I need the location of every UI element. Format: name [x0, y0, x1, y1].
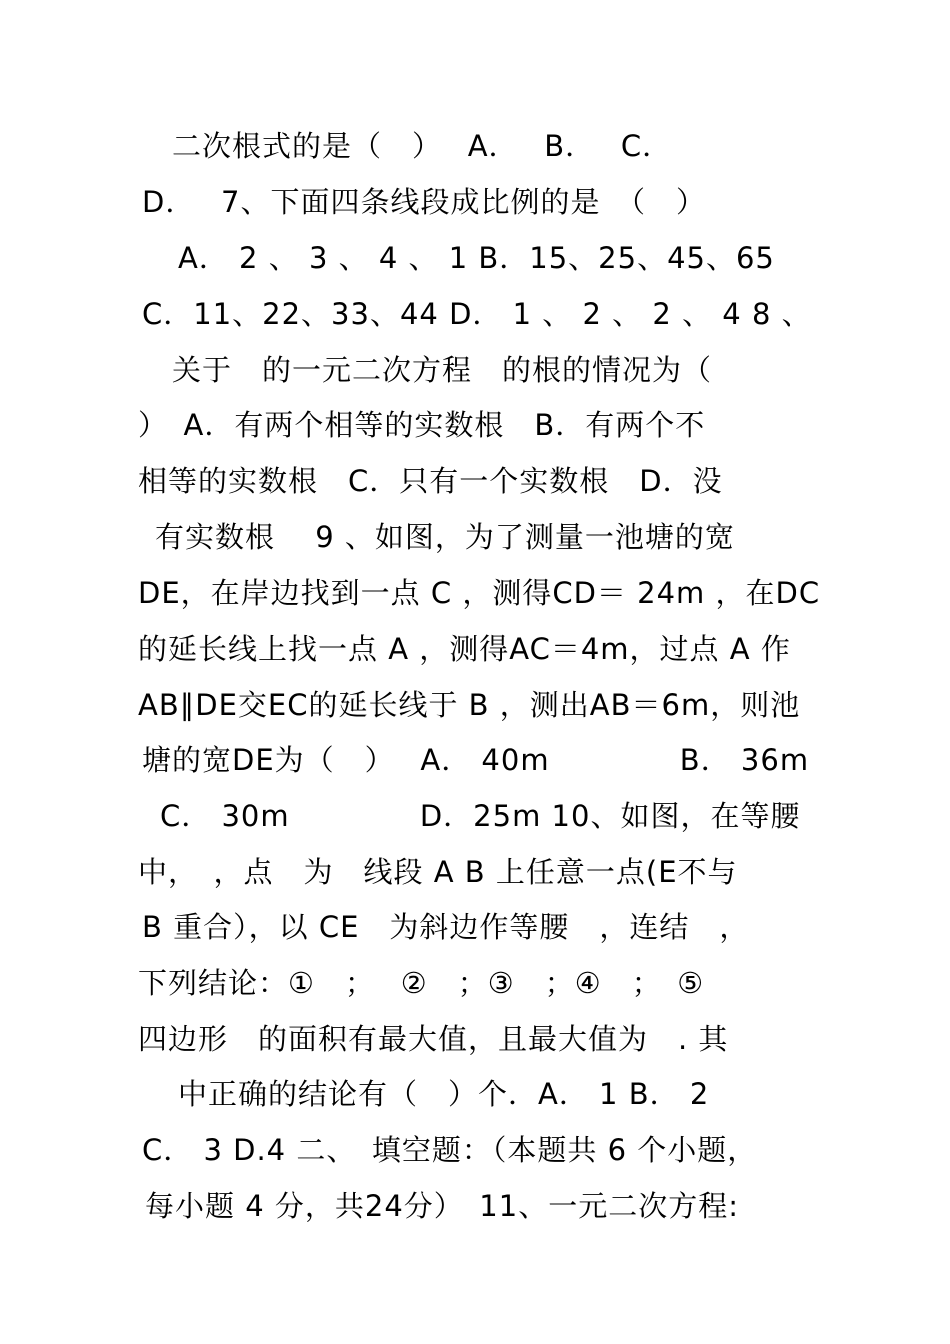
text-line-18: 中正确的结论有（ ）个．A． 1 B． 2: [178, 1077, 710, 1111]
text-line-15: B 重合），以 CE 为斜边作等腰 ，连结 ，: [142, 910, 750, 944]
text-line-10: 的延长线上找一点 A ，测得AC＝4m，过点 A 作: [138, 632, 791, 666]
text-line-14: 中， ，点 为 线段 A B 上任意一点(E不与: [138, 855, 738, 889]
text-line-13: C． 30m D．25m 10、如图，在等腰: [160, 799, 801, 833]
text-line-5: 关于 的一元二次方程 的根的情况为（: [172, 353, 713, 387]
text-line-4: C．11、22、33、44 D． 1 、 2 、 2 、 4 8 、: [142, 297, 812, 331]
text-line-17: 四边形 的面积有最大值，且最大值为 . 其: [138, 1022, 729, 1056]
text-line-8: 有实数根 9 、如图，为了测量一池塘的宽: [155, 520, 735, 554]
text-line-6: ） A．有两个相等的实数根 B．有两个不: [138, 408, 706, 442]
text-line-20: 每小题 4 分，共24分） 11、一元二次方程:: [145, 1189, 739, 1223]
text-line-1: 二次根式的是（ ） A． B． C．: [172, 129, 673, 163]
text-line-9: DE，在岸边找到一点 C ，测得CD＝ 24m ，在DC: [138, 576, 821, 610]
text-line-19: C． 3 D.4 二、 填空题：（本题共 6 个小题，: [142, 1133, 758, 1167]
text-line-12: 塘的宽DE为（ ） A． 40m B． 36m: [142, 743, 810, 777]
text-line-3: A． 2 、 3 、 4 、 1 B．15、25、45、65: [178, 241, 775, 275]
text-line-16: 下列结论：① ； ② ；③ ；④ ； ⑤: [138, 966, 705, 1000]
text-line-7: 相等的实数根 C．只有一个实数根 D．没: [138, 464, 723, 498]
text-line-2: D． 7、下面四条线段成比例的是 （ ）: [142, 185, 707, 219]
text-line-11: AB∥DE交EC的延长线于 B ，测出AB＝6m，则池: [138, 688, 801, 722]
